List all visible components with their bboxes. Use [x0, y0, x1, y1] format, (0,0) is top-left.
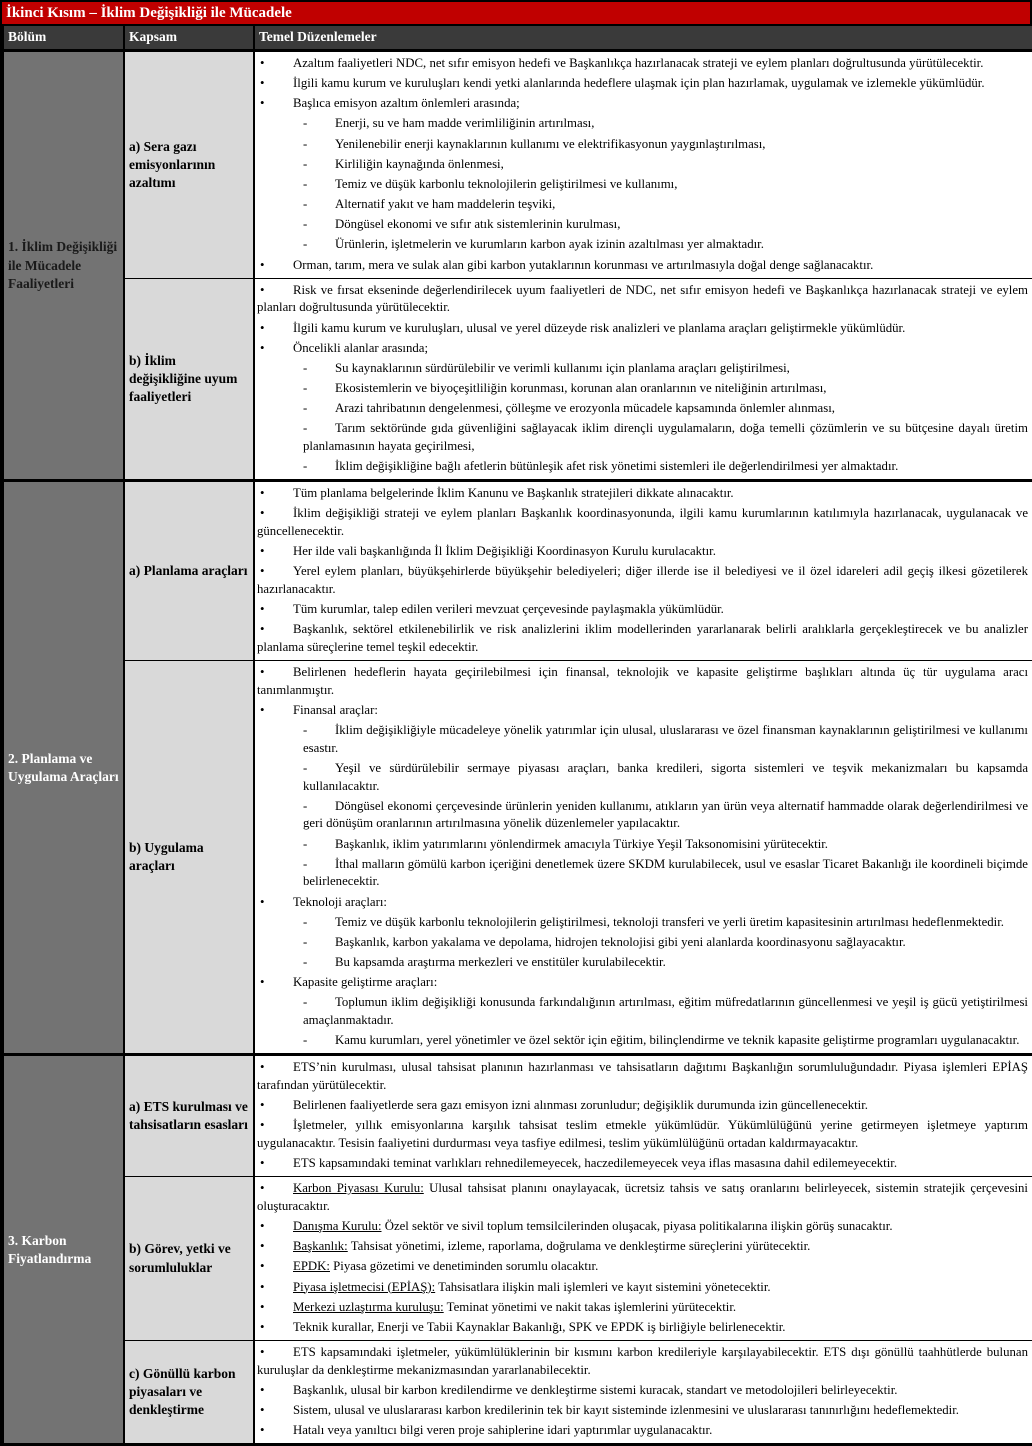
bullet-icon: • — [260, 544, 265, 559]
bolum-cell: 1. İklim Değişikliği ile Mücadele Faaliyetleri — [3, 51, 124, 481]
bullet-icon: • — [260, 1279, 265, 1294]
role-label: Karbon Piyasası Kurulu: — [293, 1181, 424, 1196]
bullet-item: • ETS kapsamındaki teminat varlıkları rehnedilemeyecek, haczedilemeyecek veya iflas masasına dahil edilemeyecektir. — [257, 1155, 1028, 1173]
bullet-item: • Öncelikli alanlar arasında; — [257, 340, 1028, 358]
bullet-item: • Tüm planlama belgelerinde İklim Kanunu ve Başkanlık stratejileri dikkate alınacaktır. — [257, 485, 1028, 503]
bullet-item: • Orman, tarım, mera ve sulak alan gibi karbon yutaklarının korunması ve artırılmasıyla doğal denge sağlanacaktır. — [257, 257, 1028, 275]
bullet-icon: • — [260, 1345, 265, 1359]
bullet-item: • EPDK: Piyasa gözetimi ve denetiminden sorumlu olacaktır. — [257, 1258, 1028, 1276]
sub-bullet-item: - Su kaynaklarının sürdürülebilir ve verimli kullanımı için planlama araçları geliştirilmesi, — [257, 360, 1028, 378]
table-header-row — [3, 26, 1032, 51]
dash-icon: - — [303, 459, 308, 474]
dash-icon: - — [303, 1033, 308, 1048]
table-row — [3, 1341, 1032, 1444]
sub-bullet-item: - Tarım sektöründe gıda güvenliğini sağlayacak iklim dirençli uygulamaların, doğa temelli çözümlerin ve su bütçesine dayalı üretim planlamasının hayata geçirilmesi, — [303, 421, 1028, 453]
dash-icon: - — [303, 360, 308, 375]
bullet-item: • Karbon Piyasası Kurulu: Ulusal tahsisat planını onaylayacak, ücretsiz tahsis ve satış oranlarını belirleyecek, sistemin stratejik çerçevesini oluşturacaktır. — [257, 1181, 1028, 1213]
bullet-item: • Başlıca emisyon azaltım önlemleri arasında; — [257, 95, 1028, 113]
bullet-item: • Tüm kurumlar, talep edilen verileri mevzuat çerçevesinde paylaşmakla yükümlüdür. — [257, 601, 1028, 619]
bullet-icon: • — [260, 340, 265, 355]
bullet-item: • Risk ve fırsat ekseninde değerlendirilecek uyum faaliyetleri de NDC, net sıfır emisyon hedefi ve Başkanlıkça hazırlanacak strateji ve eylem planları doğrultusunda yürütülecektir. — [257, 282, 1028, 315]
bullet-icon: • — [260, 1219, 265, 1234]
bullet-item: • Teknoloji araçları: — [257, 894, 1028, 912]
dash-icon: - — [303, 934, 308, 949]
bullet-item: • Merkezi uzlaştırma kuruluşu: Teminat yönetimi ve nakit takas işlemlerini yürütecektir. — [257, 1299, 1028, 1317]
bullet-icon: • — [260, 96, 265, 111]
dash-icon: - — [303, 955, 308, 970]
role-label: Merkezi uzlaştırma kuruluşu: — [293, 1299, 444, 1314]
column-header-bolum: Bölüm — [3, 26, 124, 51]
sub-bullet-item: - Yenilenebilir enerji kaynaklarının kullanımı ve elektrifikasyonun yaygınlaştırılması, — [257, 136, 1028, 154]
bullet-item: • Belirlenen hedeflerin hayata geçirilebilmesi için finansal, teknolojik ve kapasite geliştirme başlıkları altında üç tür uygulama aracı tanımlanmıştır. — [257, 665, 1028, 697]
bullet-item: • Yerel eylem planları, büyükşehirlerde büyükşehir belediyeleri; diğer illerde ise il belediyesi ve il özel idareleri adil geçiş ilkesi gözetilerek hazırlanacaktır. — [257, 564, 1028, 597]
bullet-item: • Başkanlık: Tahsisat yönetimi, izleme, raporlama, doğrulama ve denkleştirme süreçlerini yürütecektir. — [257, 1238, 1028, 1256]
dash-icon: - — [303, 116, 308, 131]
bullet-item: • Azaltım faaliyetleri NDC, net sıfır emisyon hedefi ve Başkanlıkça hazırlanacak strateji ve eylem planları doğrultusunda yürütülecektir. — [257, 55, 1028, 73]
bullet-icon: • — [260, 703, 265, 717]
bullet-item: • İklim değişikliği strateji ve eylem planları Başkanlık koordinasyonunda, ilgili kamu kurumlarının katılımıyla hazırlanacak, uygulanacak ve güncellenecektir. — [257, 506, 1028, 539]
bullet-icon: • — [260, 1382, 265, 1397]
bullet-item: • İlgili kamu kurum ve kuruluşları, ulusal ve yerel düzeyde risk analizleri ve planlama araçları geliştirmekle yükümlüdür. — [257, 320, 1028, 338]
bullet-icon: • — [260, 1118, 265, 1133]
dash-icon: - — [303, 156, 308, 171]
kapsam-cell: b) Görev, yetki ve sorumluluklar — [124, 1177, 254, 1341]
dash-icon: - — [303, 237, 308, 252]
bullet-icon: • — [260, 1156, 265, 1171]
bullet-item: • İlgili kamu kurum ve kuruluşları kendi yetki alanlarında hedeflere ulaşmak için plan hazırlamak, uygulamak ve izlemekle yükümlüdür. — [257, 75, 1028, 93]
sub-bullet-item: - Döngüsel ekonomi ve sıfır atık sistemlerinin kurulması, — [257, 216, 1028, 234]
bullet-item: • Danışma Kurulu: Özel sektör ve sivil toplum temsilcilerinden oluşacak, piyasa politikalarına ilişkin görüş sunacaktır. — [257, 1218, 1028, 1236]
bullet-item: • Hatalı veya yanıltıcı bilgi veren proje sahiplerine idari yaptırımlar uygulanacaktır. — [257, 1422, 1028, 1440]
regulations-cell — [254, 1177, 1032, 1341]
bullet-icon: • — [260, 1239, 265, 1254]
sub-bullet-item: - Enerji, su ve ham madde verimliliğinin artırılması, — [257, 115, 1028, 133]
sub-bullet-item: - Bu kapsamda araştırma merkezleri ve enstitüler kurulabilecektir. — [257, 954, 1028, 972]
bullet-icon: • — [260, 564, 265, 579]
bullet-item: • Başkanlık, sektörel etkilenebilirlik ve risk analizlerini iklim modellerinden yararlanarak belirli aralıklarla gerçekleştirecek ve bu analizler planlama süreçlerine temel teşkil edecektir. — [257, 622, 1028, 655]
role-label: Danışma Kurulu: — [293, 1219, 382, 1234]
bullet-icon: • — [260, 1299, 265, 1314]
dash-icon: - — [303, 836, 308, 851]
sub-bullet-item: - İklim değişikliğine bağlı afetlerin bütünleşik afet risk yönetimi sistemleri ile değerlendirilmesi yer almaktadır. — [257, 458, 1028, 476]
sub-bullet-item: - İthal malların gömülü karbon içeriğini denetlemek üzere SKDM kurulabilecek, usul ve esaslar Ticaret Bakanlığı ile koordineli biçimde belirlenecektir. — [303, 856, 1028, 889]
dash-icon: - — [303, 381, 308, 395]
role-label: Başkanlık: — [293, 1239, 348, 1254]
dash-icon: - — [303, 176, 308, 191]
column-header-kapsam: Kapsam — [124, 26, 254, 51]
bullet-icon: • — [260, 1319, 265, 1334]
dash-icon: - — [303, 197, 308, 212]
dash-icon: - — [303, 760, 308, 775]
sub-bullet-item: - Arazi tahribatının dengelenmesi, çölleşme ve erozyonla mücadele kapsamında önlemler alınması, — [257, 400, 1028, 418]
bullet-icon: • — [260, 602, 265, 617]
kapsam-cell: b) Uygulama araçları — [124, 661, 254, 1055]
role-label: EPDK: — [293, 1259, 330, 1274]
column-header-temel-duzenlemeler: Temel Düzenlemeler — [254, 26, 1032, 51]
bullet-icon: • — [260, 1060, 265, 1075]
bullet-icon: • — [260, 1098, 265, 1113]
dash-icon: - — [303, 798, 308, 813]
bullet-icon: • — [260, 975, 265, 990]
role-label: Piyasa işletmecisi (EPİAŞ): — [293, 1279, 436, 1294]
table-row — [3, 278, 1032, 481]
bullet-item: • ETS kapsamındaki işletmeler, yükümlülüklerinin bir kısmını karbon kredileriyle karşılayabilecektir. ETS dışı gönüllü taahhütlerde bulunan kuruluşlar da denkleştirme mekanizmasından yararlanabilecektir. — [257, 1345, 1028, 1377]
dash-icon: - — [303, 401, 308, 416]
dash-icon: - — [303, 995, 308, 1010]
regulations-table — [2, 25, 1032, 1444]
bullet-icon: • — [260, 257, 265, 272]
regulations-cell — [254, 661, 1032, 1055]
bullet-item: • Teknik kurallar, Enerji ve Tabii Kaynaklar Bakanlığı, SPK ve EPDK iş birliğiyle belirlenecektir. — [257, 1319, 1028, 1337]
bullet-icon: • — [260, 76, 265, 91]
bullet-item: • Sistem, ulusal ve uluslararası karbon kredilerinin tek bir kayıt sisteminde izlenmesini ve uluslararası tanınırlığını hedeflemektedir. — [257, 1402, 1028, 1420]
table-row — [3, 1055, 1032, 1177]
bullet-item: • İşletmeler, yıllık emisyonlarına karşılık tahsisat teslim etmekle yükümlüdür. Yükümlülüğünü yerine getirmeyen işletmeye yaptırım uygulanacaktır. Tesisin faaliyetini durdurması veya tasfiye edilmesi, teslim yükümlülüğünü ortadan kaldırmayacaktır. — [257, 1118, 1028, 1150]
sub-bullet-item: - Temiz ve düşük karbonlu teknolojilerin geliştirilmesi ve kullanımı, — [257, 176, 1028, 194]
bullet-item: • Belirlenen faaliyetlerde sera gazı emisyon izni alınması zorunludur; değişiklik durumunda izin güncellenecektir. — [257, 1097, 1028, 1115]
dash-icon: - — [303, 421, 308, 436]
sub-bullet-item: - Başkanlık, iklim yatırımlarını yönlendirmek amacıyla Türkiye Yeşil Taksonomisini yürütecektir. — [257, 836, 1028, 854]
bullet-item: • Finansal araçlar: — [257, 702, 1028, 720]
bullet-icon: • — [260, 1402, 265, 1417]
bullet-icon: • — [260, 1181, 265, 1196]
sub-bullet-item: - Yeşil ve sürdürülebilir sermaye piyasası araçları, banka kredileri, sigorta sistemleri ve teşvik mekanizmaları bu kapsamda kullanılacaktır. — [303, 760, 1028, 793]
bullet-item: • Kapasite geliştirme araçları: — [257, 974, 1028, 992]
sub-bullet-item: - İklim değişikliğiyle mücadeleye yönelik yatırımlar için ulusal, uluslararası ve özel finansman kaynaklarının geliştirilmesi ve kullanımı esastır. — [303, 723, 1028, 755]
table-body — [3, 51, 1032, 1444]
bullet-icon: • — [260, 665, 265, 680]
regulations-cell — [254, 1341, 1032, 1444]
sub-bullet-item: - Başkanlık, karbon yakalama ve depolama, hidrojen teknolojisi gibi yeni alanlarda koordinasyonu sağlayacaktır. — [257, 934, 1028, 952]
sub-bullet-item: - Ürünlerin, işletmelerin ve kurumların karbon ayak izinin azaltılması yer almaktadır. — [257, 236, 1028, 254]
bullet-icon: • — [260, 894, 265, 909]
bullet-icon: • — [260, 506, 265, 521]
bullet-item: • Her ilde vali başkanlığında İl İklim Değişikliği Koordinasyon Kurulu kurulacaktır. — [257, 543, 1028, 561]
page-title: İkinci Kısım – İklim Değişikliği ile Mücadele — [2, 2, 1030, 25]
dash-icon: - — [303, 914, 308, 929]
bullet-icon: • — [260, 282, 265, 297]
bullet-item: • Piyasa işletmecisi (EPİAŞ): Tahsisatlara ilişkin mali işlemleri ve kayıt sistemini yönetecektir. — [257, 1279, 1028, 1297]
dash-icon: - — [303, 856, 308, 871]
sub-bullet-item: - Kamu kurumları, yerel yönetimler ve özel sektör için eğitim, bilinçlendirme ve teknik kapasite geliştirme programları uygulanacaktır. — [257, 1032, 1028, 1050]
bullet-icon: • — [260, 56, 265, 70]
kapsam-cell: a) ETS kurulması ve tahsisatların esasları — [124, 1055, 254, 1177]
regulations-cell — [254, 51, 1032, 279]
bolum-cell: 2. Planlama ve Uygulama Araçları — [3, 481, 124, 1055]
table-row — [3, 51, 1032, 279]
sub-bullet-item: - Ekosistemlerin ve biyoçeşitliliğin korunması, korunan alan oranlarının ve niteliğinin artırılması, — [257, 380, 1028, 398]
sub-bullet-item: - Toplumun iklim değişikliği konusunda farkındalığının artırılması, eğitim müfredatlarının güncellenmesi ve yeşil iş gücü yetiştirilmesi amaçlanmaktadır. — [303, 995, 1028, 1027]
table-row — [3, 481, 1032, 661]
bullet-item: • Başkanlık, ulusal bir karbon kredilendirme ve denkleştirme sistemi kuracak, standart ve metodolojileri belirleyecektir. — [257, 1382, 1028, 1400]
table-row — [3, 1177, 1032, 1341]
bullet-icon: • — [260, 320, 265, 335]
regulations-cell — [254, 481, 1032, 661]
bolum-cell: 3. Karbon Fiyatlandırma — [3, 1055, 124, 1444]
kapsam-cell: a) Planlama araçları — [124, 481, 254, 661]
dash-icon: - — [303, 217, 308, 232]
regulations-cell — [254, 278, 1032, 481]
bullet-icon: • — [260, 1259, 265, 1274]
kapsam-cell: a) Sera gazı emisyonlarının azaltımı — [124, 51, 254, 279]
sub-bullet-item: - Döngüsel ekonomi çerçevesinde ürünlerin yeniden kullanımı, atıkların yan ürün veya alternatif hammadde olarak değerlendirilmesi ve geri dönüşüm oranlarının artırılmasına yönelik düzenlemeler yapılacaktır. — [303, 798, 1028, 831]
bullet-item: • ETS’nin kurulması, ulusal tahsisat planının hazırlanması ve tahsisatların dağıtımı Başkanlığın sorumluluğundadır. Piyasa işlemleri EPİAŞ tarafından yürütülecektir. — [257, 1060, 1028, 1092]
sub-bullet-item: - Kirliliğin kaynağında önlenmesi, — [257, 156, 1028, 174]
bullet-icon: • — [260, 486, 265, 501]
dash-icon: - — [303, 723, 308, 738]
sub-bullet-item: - Alternatif yakıt ve ham maddelerin teşviki, — [257, 196, 1028, 214]
kapsam-cell: c) Gönüllü karbon piyasaları ve denkleştirme — [124, 1341, 254, 1444]
bullet-icon: • — [260, 622, 265, 637]
table-row — [3, 661, 1032, 1055]
bullet-icon: • — [260, 1423, 265, 1438]
regulations-cell — [254, 1055, 1032, 1177]
sub-bullet-item: - Temiz ve düşük karbonlu teknolojilerin geliştirilmesi, teknoloji transferi ve yerli üretim kapasitesinin artırılması hedeflenmektedir. — [257, 914, 1028, 932]
dash-icon: - — [303, 136, 308, 151]
kapsam-cell: b) İklim değişikliğine uyum faaliyetleri — [124, 278, 254, 481]
